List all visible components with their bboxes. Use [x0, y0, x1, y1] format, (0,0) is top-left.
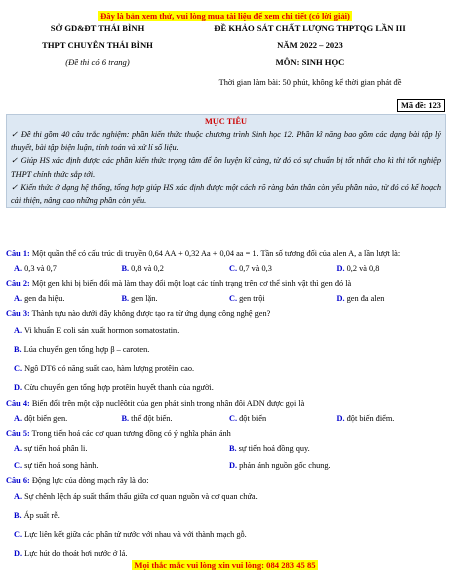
header-left: [20, 20, 175, 70]
option-a: A. Vi khuẩn E coli sản xuất hormon somatostatin.: [14, 325, 180, 335]
subject: MÔN: SINH HỌC: [275, 57, 345, 67]
question-number: Câu 2:: [6, 279, 30, 289]
option-row: [6, 440, 444, 457]
option-c: C. Lực liên kết giữa các phân tử nước với nhau và với thành mạch gỗ.: [14, 530, 247, 540]
option-c: C. 0,7 và 0,3: [229, 264, 272, 274]
option-b: B. thể đột biến.: [121, 413, 173, 423]
option-row: [6, 260, 444, 277]
question-stem: [6, 474, 444, 487]
question-text: Thành tựu nào dưới đây không được tạo ra từ ứng dụng công nghệ gen?: [29, 309, 271, 319]
time-limit: Thời gian làm bài: 50 phút, không kể thời gian phát đề: [218, 78, 402, 87]
school-year: NĂM 2022 – 2023: [277, 40, 343, 50]
option-d: D. phản ánh nguồn gốc chung.: [229, 461, 331, 471]
option-b: B. gen lặn.: [121, 294, 158, 304]
option-b: B. Lúa chuyển gen tổng hợp β – caroten.: [14, 344, 150, 354]
question-stem: [6, 277, 444, 290]
option-a: A. 0,3 và 0,7: [14, 264, 57, 274]
option-c: C. sự tiến hoá song hành.: [14, 461, 99, 471]
question-number: Câu 3:: [6, 309, 30, 319]
question-stem: [6, 307, 444, 320]
objective-item: ✓ Giúp HS xác định được các phần kiến thức trọng tâm để ôn luyện kĩ càng, từ đó có sự chuẩn bị tốt nhất cho kì thi tốt nghiệp THPT chính thức sắp tới.: [11, 156, 441, 179]
contact-footer: Mọi thắc mắc vui lòng xin vui lòng: 084 283 45 85: [134, 560, 316, 570]
option-b: B. Áp suất rễ.: [14, 511, 60, 521]
objectives-box: [6, 114, 446, 208]
question-stem: [6, 247, 444, 260]
question-stem: [6, 427, 444, 440]
option-a: A. sự tiến hoá phân li.: [14, 444, 88, 454]
exam-title: ĐỀ KHẢO SÁT CHẤT LƯỢNG THPTQG LẦN III: [214, 23, 406, 33]
department: SỞ GD&ĐT THÁI BÌNH: [50, 23, 145, 33]
objective-item: ✓ Kiến thức ở dạng hệ thống, tổng hợp giúp HS xác định được một cách rõ ràng bản thân còn yếu phần nào, từ đó có kế hoạch cải thiện, nâng cao những phần còn yếu.: [11, 182, 441, 206]
option-row: [6, 410, 444, 427]
question-text: Động lực của dòng mạch rây là do:: [29, 476, 149, 486]
question-number: Câu 5:: [6, 428, 30, 438]
objective-item: ✓ Đề thi gồm 40 câu trắc nghiệm: phần kiến thức thuộc chương trình Sinh học 12. Phần kĩ năng bao gồm các dạng bài tập lý thuyết, bài tập biện luận, tính toán và xử lí số liệu.: [11, 130, 441, 153]
option-b: B. 0,8 và 0,2: [121, 264, 164, 274]
option-d: D. Cừu chuyển gen tổng hợp protêin huyết thanh của người.: [14, 382, 214, 392]
option-d: D. gen đa alen: [336, 294, 385, 304]
page-count: (Đề thi có 6 trang): [65, 57, 130, 67]
option-row: [6, 457, 444, 474]
option-d: D. 0,2 và 0,8: [336, 264, 380, 274]
school-name: THPT CHUYÊN THÁI BÌNH: [42, 40, 153, 50]
question-number: Câu 6:: [6, 476, 30, 486]
preview-banner: Đây là bản xem thử, vui lòng mua tài liệu để xem chi tiết (có lời giải): [100, 11, 350, 21]
question-text: Một gen khi bị biến đổi mà làm thay đổi một loạt các tính trạng trên cơ thể sinh vật thì gen đó là: [29, 279, 352, 289]
option-c: C. Ngô DT6 có năng suất cao, hàm lượng protêin cao.: [14, 363, 195, 373]
option-c: C. đột biến: [229, 413, 267, 423]
question-list: [6, 247, 444, 563]
option-d: D. Lực hút do thoát hơi nước ở lá.: [14, 549, 128, 559]
objectives-heading: MỤC TIÊU: [204, 117, 248, 126]
exam-code: Mã đề: 123: [397, 99, 445, 112]
option-d: D. đột biến điểm.: [336, 413, 395, 423]
question-number: Câu 4:: [6, 398, 30, 408]
question-text: Trong tiến hoá các cơ quan tương đồng có ý nghĩa phản ánh: [29, 428, 231, 438]
question-stem: [6, 397, 444, 410]
option-c: C. gen trội: [229, 294, 265, 304]
header-right: [175, 20, 445, 93]
option-a: A. đột biến gen.: [14, 413, 68, 423]
question-number: Câu 1:: [6, 249, 30, 258]
option-row: [6, 290, 444, 307]
option-b: B. sự tiến hoá đồng quy.: [229, 444, 310, 454]
option-a: A. gen đa hiệu.: [14, 294, 65, 304]
question-text: Biến đổi trên một cặp nuclêôtit của gen phát sinh trong nhân đôi ADN được gọi là: [29, 398, 305, 408]
question-text: Một quần thể có cấu trúc di truyền 0,64 AA + 0,32 Aa + 0,04 aa = 1. Tần số tương đối của alen A, a lần lượt là:: [29, 249, 401, 258]
option-a: A. Sự chênh lệch áp suất thẩm thấu giữa cơ quan nguồn và cơ quan chứa.: [14, 492, 258, 502]
